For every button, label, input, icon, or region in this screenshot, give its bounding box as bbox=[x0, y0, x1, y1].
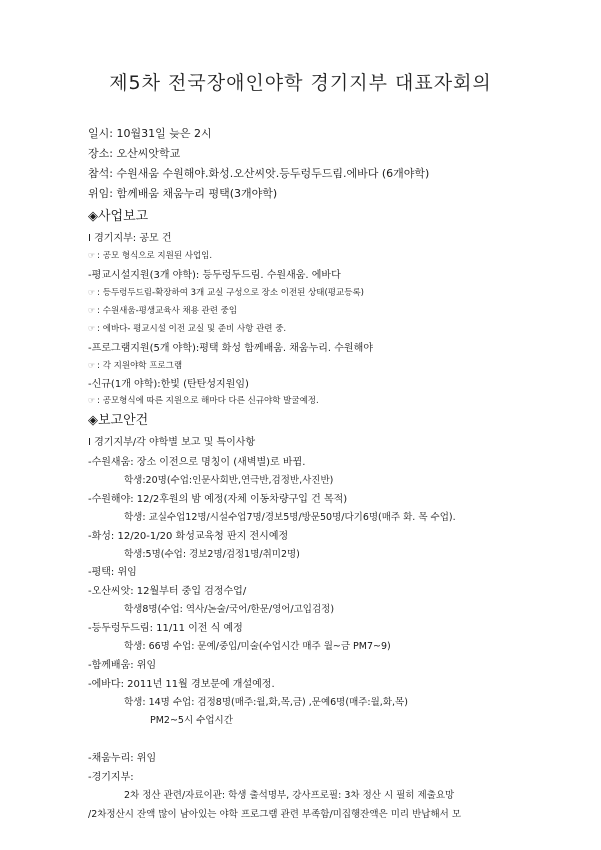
meeting-attendees: 참석: 수원새움 수원해야.화성.오산씨앗.등두렁두드림.에바다 (6개야학) bbox=[88, 167, 430, 180]
report-line: -에바다: 2011년 11월 경보문예 개설예정. bbox=[88, 679, 275, 690]
report-line: 학생: 14명 수업: 검정8명(매주:월,화,목,금) ,문예6명(매주:월,화,목) bbox=[124, 697, 408, 708]
report-line: -수원새움: 장소 이전으로 명칭이 (새벽별)로 바뀜. bbox=[88, 457, 306, 468]
pointing-hand-icon: ☞ bbox=[88, 306, 96, 315]
report-line: -함께배움: 위임 bbox=[88, 660, 157, 671]
report-line: -평택: 위임 bbox=[88, 567, 137, 578]
meeting-place: 장소: 오산씨앗학교 bbox=[88, 147, 181, 160]
report-line: 학생: 교실수업12명/시설수업7명/경보5명/방문50명/다기6명(매주 화. 목 수업). bbox=[124, 512, 456, 523]
pointing-hand-icon: ☞ bbox=[88, 288, 96, 297]
section-subheading: Ⅰ 경기지부: 공모 건 bbox=[88, 233, 172, 244]
report-line: -채움누리: 위임 bbox=[88, 753, 157, 764]
list-item: ☞ : 수원새움-평생교육사 채용 관련 중임 bbox=[88, 306, 238, 316]
report-line: 2차 정산 관련/자료이관: 학생 출석명부, 강사프로필: 3차 정산 시 필히 제출요망 bbox=[124, 790, 455, 801]
report-line: 학생:5명(수업: 경보2명/검정1명/취미2명) bbox=[124, 549, 300, 560]
report-line: 학생: 66명 수업: 문예/중입/미술(수업시간 매주 월~금 PM7~9) bbox=[124, 641, 391, 652]
list-item: ☞ : 공모 형식으로 지원된 사업임. bbox=[88, 251, 213, 261]
pointing-hand-icon: ☞ bbox=[88, 361, 96, 370]
pointing-hand-icon: ☞ bbox=[88, 396, 96, 405]
pointing-hand-icon: ☞ bbox=[88, 251, 96, 260]
report-line: -등두렁두드림: 11/11 이전 식 예정 bbox=[88, 623, 243, 634]
report-line: /2차정산시 잔액 많이 남아있는 야학 프로그램 관련 부족함/미집행잔액은 미리 반납해서 모 bbox=[88, 809, 462, 820]
list-item: -평교시설지원(3개 야학): 등두렁두드림. 수원새움. 에바다 bbox=[88, 270, 341, 281]
meeting-delegated: 위임: 함께배움 채움누리 평택(3개야학) bbox=[88, 187, 278, 200]
report-line: PM2~5시 수업시간 bbox=[150, 715, 233, 726]
report-line: 학생:20명(수업:인문사회반,연극반,검정반,사진반) bbox=[124, 475, 334, 486]
report-line: -오산씨앗: 12월부터 중입 검정수업/ bbox=[88, 586, 247, 597]
list-item: ☞ : 공모형식에 따른 지원으로 해마다 다른 신규야학 발굴예정. bbox=[88, 396, 319, 406]
section-heading-report-agenda: ◈보고안건 bbox=[88, 413, 149, 428]
meeting-date: 일시: 10월31일 늦은 2시 bbox=[88, 127, 212, 140]
list-item: -프로그램지원(5개 야학):평택 화성 함께배움. 채움누리. 수원해야 bbox=[88, 343, 373, 354]
section-subheading: Ⅰ 경기지부/각 야학별 보고 및 특이사항 bbox=[88, 437, 256, 448]
pointing-hand-icon: ☞ bbox=[88, 324, 96, 333]
list-item: -신규(1개 야학):한빛 (탄탄성지원임) bbox=[88, 379, 249, 390]
report-line: -수원해야: 12/2후원의 밤 예정(자체 이동차량구입 건 목적) bbox=[88, 494, 348, 505]
list-item: ☞ : 에바다- 평교시설 이전 교실 및 준비 사항 관련 중. bbox=[88, 324, 287, 334]
document-title: 제5차 전국장애인야학 경기지부 대표자회의 bbox=[109, 72, 492, 94]
report-line: -경기지부: bbox=[88, 772, 134, 783]
list-item: ☞ : 각 지원야학 프로그램 bbox=[88, 361, 183, 371]
section-heading-business-report: ◈사업보고 bbox=[88, 209, 149, 224]
report-line: 학생8명(수업: 역사/논술/국어/한문/영어/고입검정) bbox=[124, 604, 335, 615]
report-line: -화성: 12/20-1/20 화성교육청 판지 전시예정 bbox=[88, 531, 289, 542]
list-item: ☞ : 등두렁두드림-확장하여 3개 교실 구성으로 장소 이전된 상태(평교등록) bbox=[88, 288, 364, 298]
